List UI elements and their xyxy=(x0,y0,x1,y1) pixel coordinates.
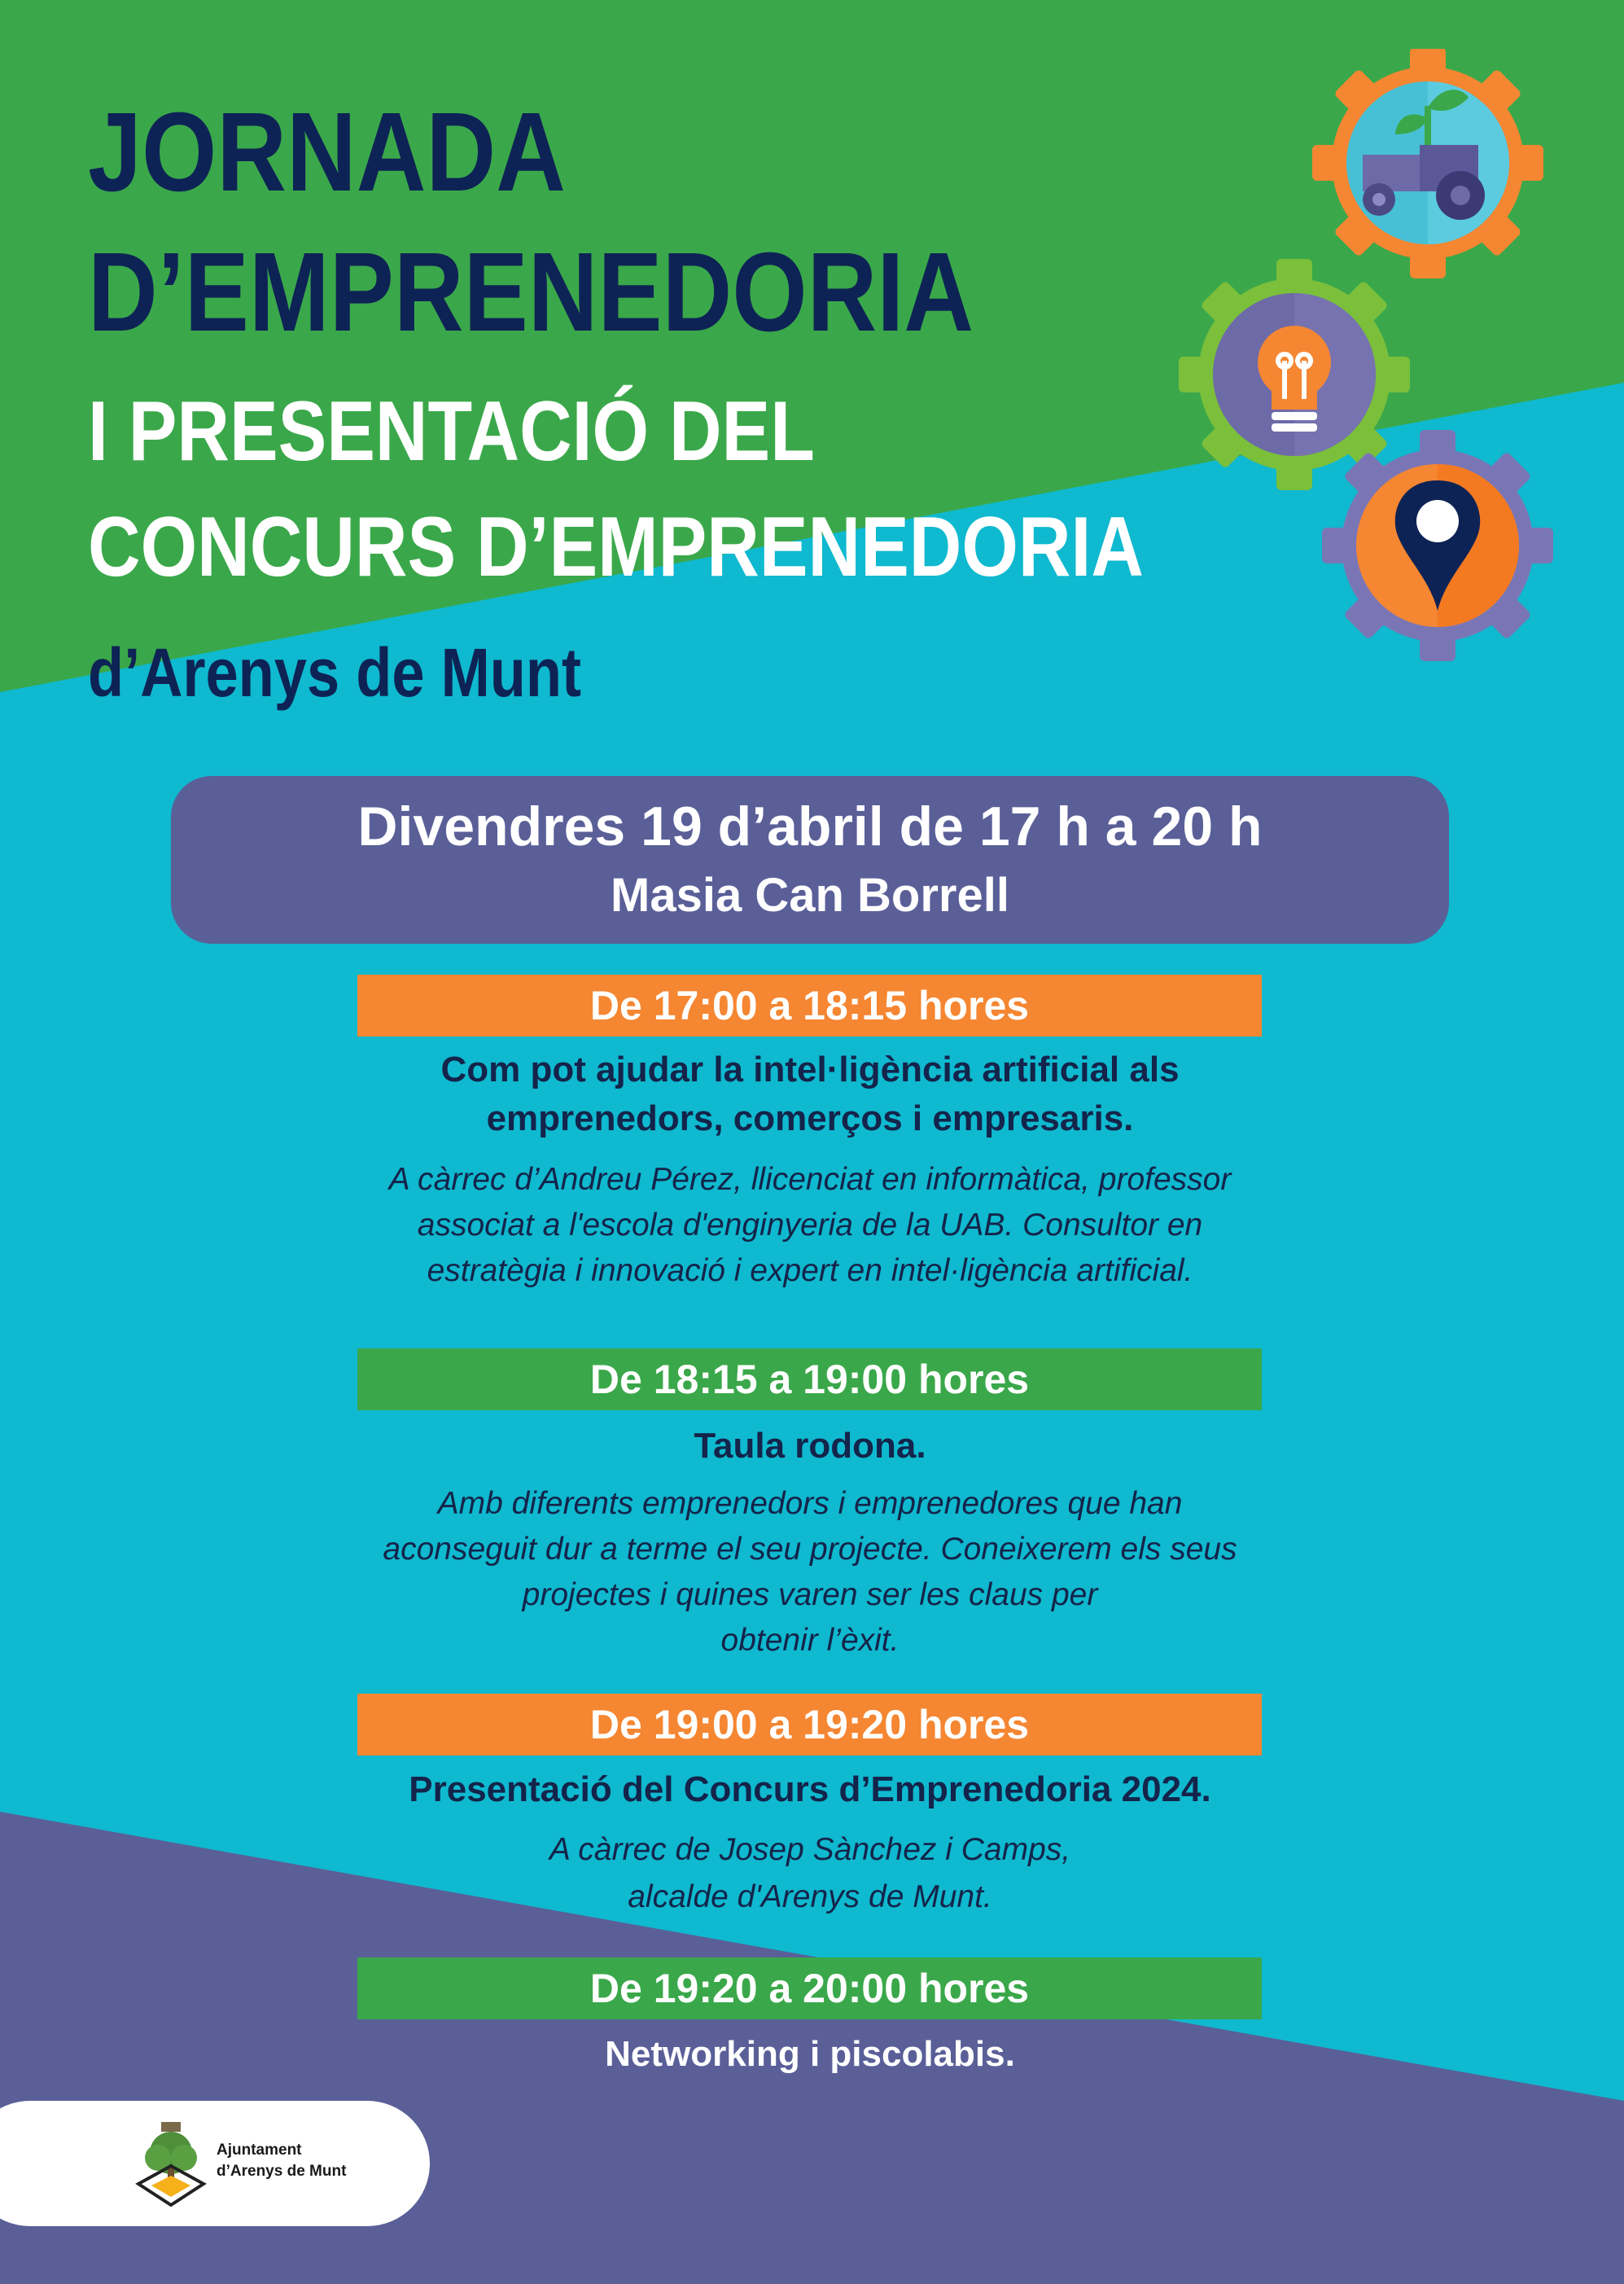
session-2-description-line-1: Amb diferents emprenedors i emprenedores que han xyxy=(437,1486,1183,1521)
title-line-emprenedoria: D’EMPRENEDORIA xyxy=(88,230,974,355)
logo-text xyxy=(217,2140,346,2182)
logo-line-1: Ajuntament xyxy=(217,2142,302,2159)
session-3-description-line-1: A càrrec de Josep Sànchez i Camps, xyxy=(549,1832,1071,1867)
session-1-heading-line-1: Com pot ajudar la intel·ligència artificial als xyxy=(440,1050,1180,1089)
session-1-heading-line-2: emprenedors, comerços i empresaris. xyxy=(486,1098,1134,1138)
event-date-venue-box xyxy=(171,776,1449,944)
session-1-description-line-3: estratègia i innovació i expert en intel·ligència artificial. xyxy=(427,1253,1193,1288)
session-2-description-line-2: aconseguit dur a terme el seu projecte. Coneixerem els seus xyxy=(383,1532,1237,1567)
lightbulb-gear-icon xyxy=(1179,259,1410,490)
session-1-time: De 17:00 a 18:15 hores xyxy=(357,975,1262,1037)
session-4-heading: Networking i piscolabis. xyxy=(605,2034,1015,2074)
session-4-time: De 19:20 a 20:00 hores xyxy=(357,1957,1262,2019)
event-date: Divendres 19 d’abril de 17 h a 20 h xyxy=(357,796,1263,857)
title-line-concurs: CONCURS D’EMPRENEDORIA xyxy=(88,500,1144,594)
session-3-time: De 19:00 a 19:20 hores xyxy=(357,1694,1262,1756)
session-2-description-line-3: projectes i quines varen ser les claus per xyxy=(522,1577,1098,1612)
gears-illustration xyxy=(1172,49,1563,684)
tractor-plant-gear-icon xyxy=(1312,49,1543,278)
session-1-description-line-1: A càrrec d’Andreu Pérez, llicenciat en informàtica, professor xyxy=(388,1162,1232,1197)
session-2-time: De 18:15 a 19:00 hores xyxy=(357,1348,1262,1410)
event-venue: Masia Can Borrell xyxy=(611,869,1009,922)
session-3-description-line-2: alcalde d'Arenys de Munt. xyxy=(628,1879,992,1914)
session-3-heading: Presentació del Concurs d’Emprenedoria 2024. xyxy=(409,1769,1211,1809)
municipal-emblem-icon xyxy=(130,2120,212,2208)
title-line-jornada: JORNADA xyxy=(88,90,566,215)
logo-container xyxy=(0,2101,430,2226)
title-line-arenys: d’Arenys de Munt xyxy=(88,634,582,711)
session-2-description-line-4: obtenir l’èxit. xyxy=(720,1623,900,1658)
logo-line-2: d’Arenys de Munt xyxy=(217,2163,347,2180)
location-pin-gear-icon xyxy=(1322,430,1553,661)
session-1-description-line-2: associat a l'escola d'enginyeria de la UAB. Consultor en xyxy=(417,1208,1203,1243)
title-line-presentacio: I PRESENTACIÓ DEL xyxy=(88,384,815,479)
session-2-heading: Taula rodona. xyxy=(694,1426,926,1466)
